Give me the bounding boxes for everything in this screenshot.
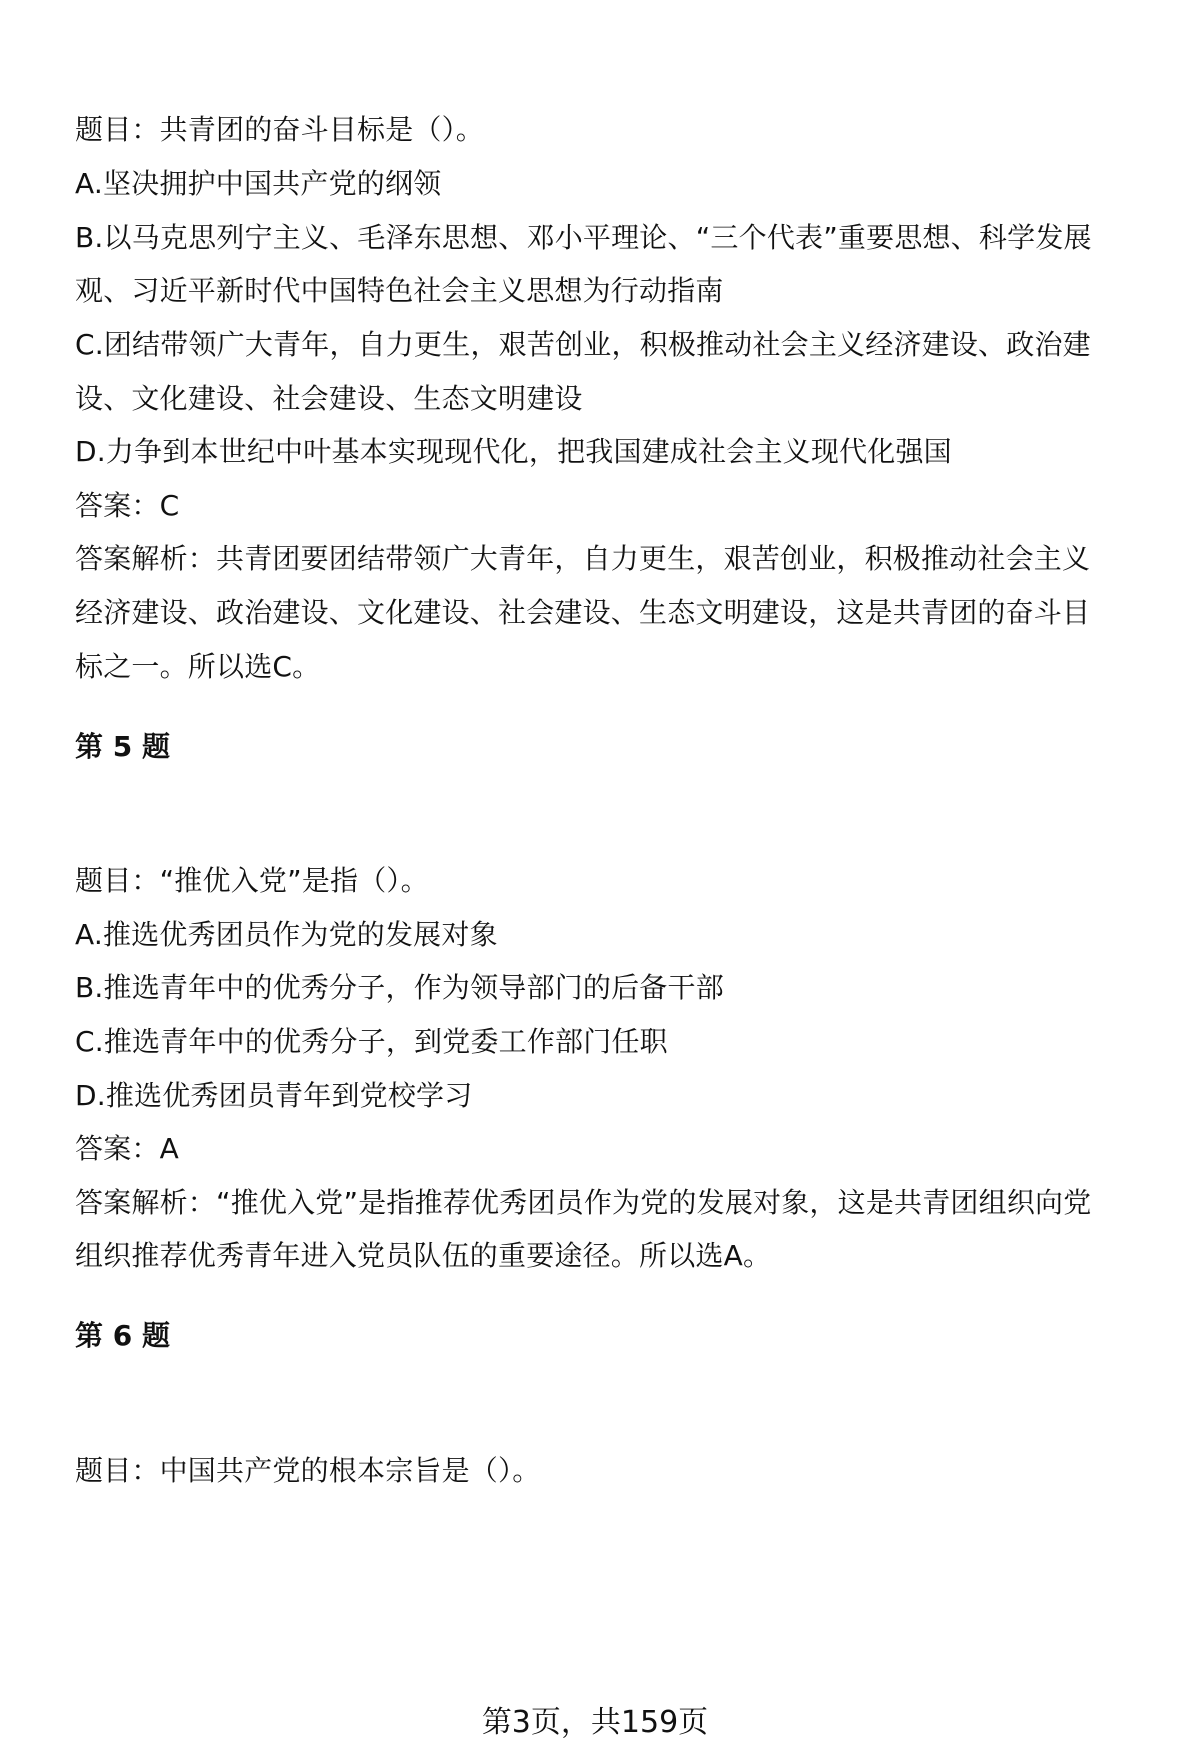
- q5-option-c: C.推选青年中的优秀分子，到党委工作部门任职: [75, 1025, 668, 1058]
- q4-option-d: D.力争到本世纪中叶基本实现现代化，把我国建成社会主义现代化强国: [75, 435, 952, 468]
- q5-heading: 第 5 题: [75, 730, 170, 763]
- q5-answer: 答案：A: [75, 1132, 179, 1165]
- q4-option-c-line2: 设、文化建设、社会建设、生态文明建设: [75, 382, 583, 415]
- q4-analysis-line2: 经济建设、政治建设、文化建设、社会建设、生态文明建设，这是共青团的奋斗目: [75, 596, 1091, 629]
- q5-analysis-line1: 答案解析：“推优入党”是指推荐优秀团员作为党的发展对象，这是共青团组织向党: [75, 1186, 1092, 1219]
- q4-answer: 答案：C: [75, 489, 180, 522]
- q4-option-b-line2: 观、习近平新时代中国特色社会主义思想为行动指南: [75, 274, 724, 307]
- q5-question: 题目：“推优入党”是指（）。: [75, 864, 429, 897]
- q4-option-a: A.坚决拥护中国共产党的纲领: [75, 167, 442, 200]
- q4-option-b-line1: B.以马克思列宁主义、毛泽东思想、邓小平理论、“三个代表”重要思想、科学发展: [75, 221, 1092, 254]
- q4-analysis-line3: 标之一。所以选C。: [75, 650, 321, 683]
- q5-analysis-line2: 组织推荐优秀青年进入党员队伍的重要途径。所以选A。: [75, 1239, 772, 1272]
- q4-question: 题目：共青团的奋斗目标是（）。: [75, 113, 485, 146]
- q6-heading: 第 6 题: [75, 1319, 170, 1352]
- page-number-footer: 第3页，共159页: [481, 1705, 709, 1740]
- q4-analysis-line1: 答案解析：共青团要团结带领广大青年，自力更生，艰苦创业，积极推动社会主义: [75, 542, 1091, 575]
- q6-question: 题目：中国共产党的根本宗旨是（）。: [75, 1454, 541, 1487]
- q5-option-d: D.推选优秀团员青年到党校学习: [75, 1079, 473, 1112]
- q5-option-a: A.推选优秀团员作为党的发展对象: [75, 918, 498, 951]
- q5-option-b: B.推选青年中的优秀分子，作为领导部门的后备干部: [75, 971, 724, 1004]
- q4-option-c-line1: C.团结带领广大青年，自力更生，艰苦创业，积极推动社会主义经济建设、政治建: [75, 328, 1091, 361]
